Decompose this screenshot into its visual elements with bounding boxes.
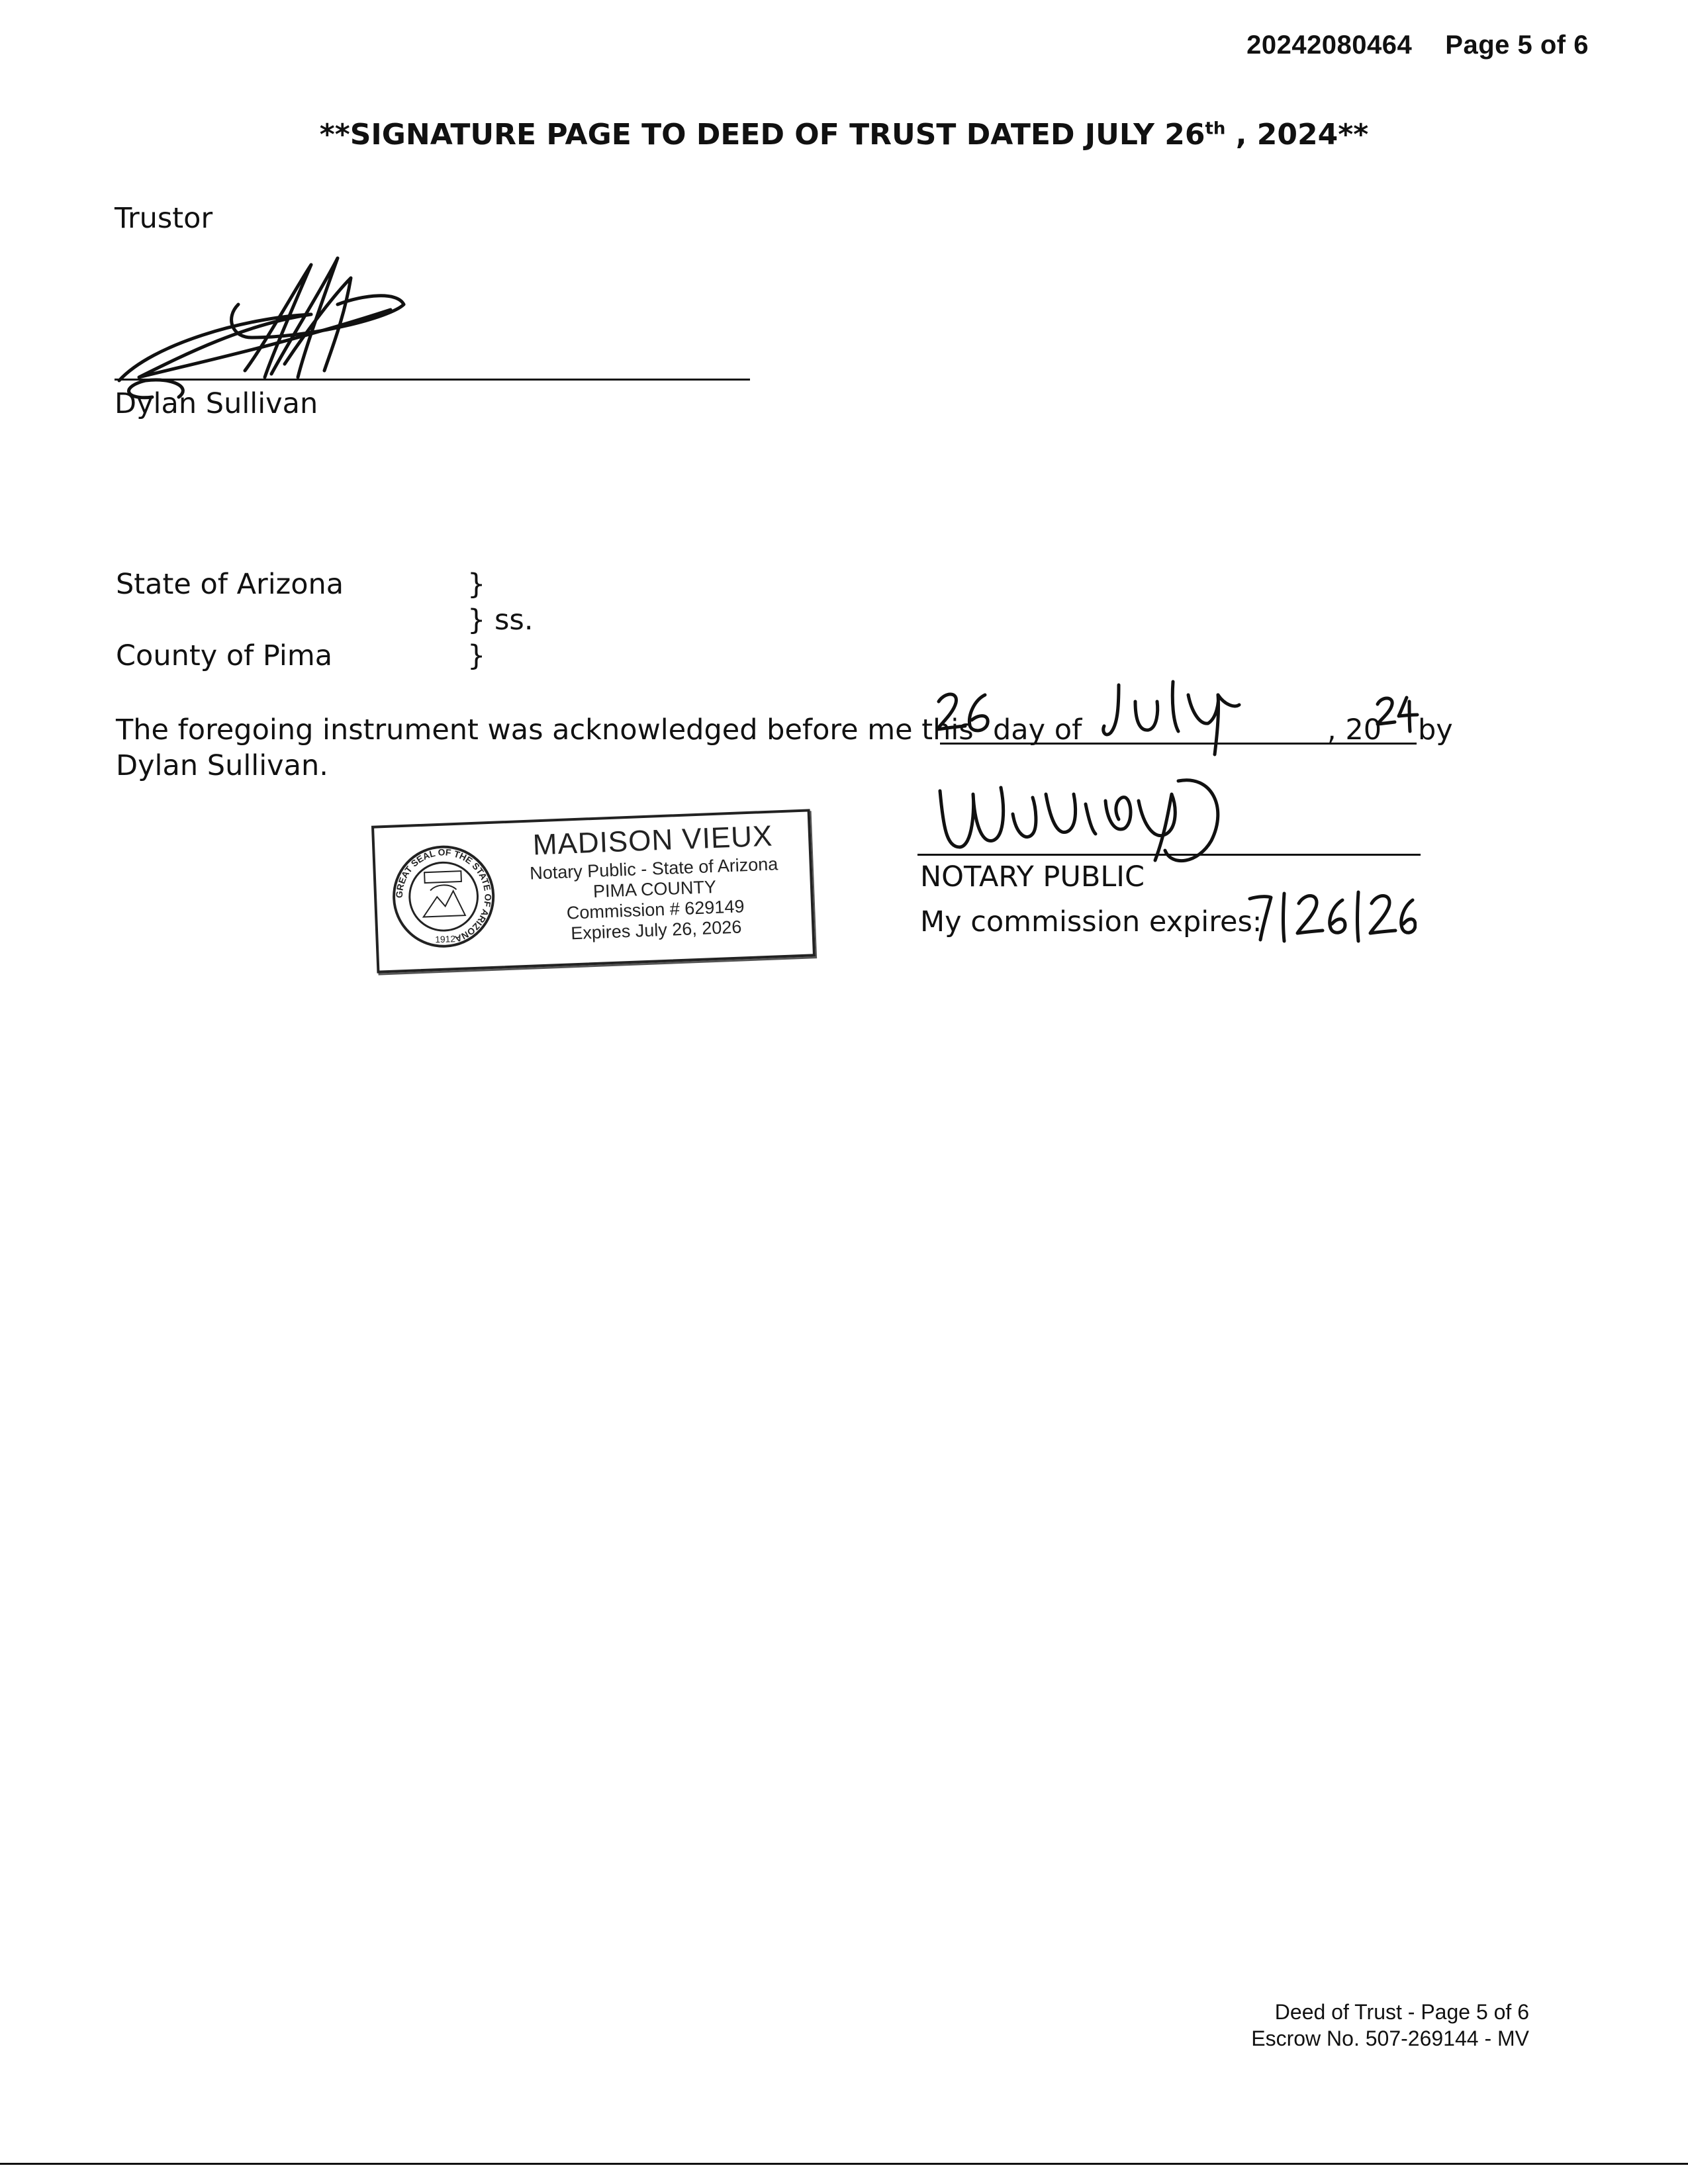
bottom-rule	[0, 2163, 1688, 2165]
venue-brace-1: }	[467, 568, 486, 601]
trustor-name: Dylan Sullivan	[115, 387, 318, 420]
footer-page-info: Deed of Trust - Page 5 of 6	[1274, 2000, 1529, 2024]
notary-stamp-name: MADISON VIEUX	[532, 819, 774, 862]
venue-state: State of Arizona	[116, 568, 344, 601]
recording-number: 20242080464	[1246, 30, 1413, 60]
page-indicator: Page 5 of 6	[1445, 30, 1589, 60]
state-seal-icon	[389, 842, 498, 951]
notary-signature-line	[917, 854, 1421, 856]
svg-text:1912: 1912	[434, 933, 456, 945]
handwritten-month	[1099, 672, 1244, 758]
notary-public-label: NOTARY PUBLIC	[920, 860, 1145, 893]
notary-stamp	[371, 809, 816, 973]
svg-text:GREAT SEAL OF THE STATE OF ARI: GREAT SEAL OF THE STATE OF ARIZONA	[393, 846, 494, 945]
ack-by: by	[1418, 713, 1453, 747]
page-footer	[1251, 1999, 1529, 2052]
notary-stamp-expires: Expires July 26, 2026	[570, 917, 742, 944]
handwritten-expiration	[1244, 887, 1417, 946]
trustor-label: Trustor	[115, 202, 213, 235]
ack-signer: Dylan Sullivan.	[116, 749, 328, 782]
ack-year-prefix: , 20	[1327, 713, 1382, 747]
handwritten-year	[1374, 695, 1420, 735]
trustor-signature-line	[115, 379, 750, 381]
notary-stamp-county: PIMA COUNTY	[592, 876, 717, 902]
handwritten-day	[933, 688, 996, 741]
ack-text: The foregoing instrument was acknowledged before me this	[116, 713, 974, 747]
footer-escrow-number: Escrow No. 507-269144 - MV	[1251, 2026, 1529, 2050]
notary-stamp-commission: Commission # 629149	[566, 896, 745, 923]
recording-header	[1246, 30, 1589, 60]
venue-brace-2: }	[467, 639, 486, 672]
venue-county: County of Pima	[116, 639, 333, 672]
venue-ss: } ss.	[467, 604, 534, 637]
page-title: **SIGNATURE PAGE TO DEED OF TRUST DATED JULY 26th , 2024**	[319, 118, 1369, 152]
notary-stamp-title: Notary Public - State of Arizona	[529, 854, 778, 884]
commission-expires-label: My commission expires:	[920, 905, 1262, 938]
ack-day-of: day of	[993, 713, 1082, 747]
